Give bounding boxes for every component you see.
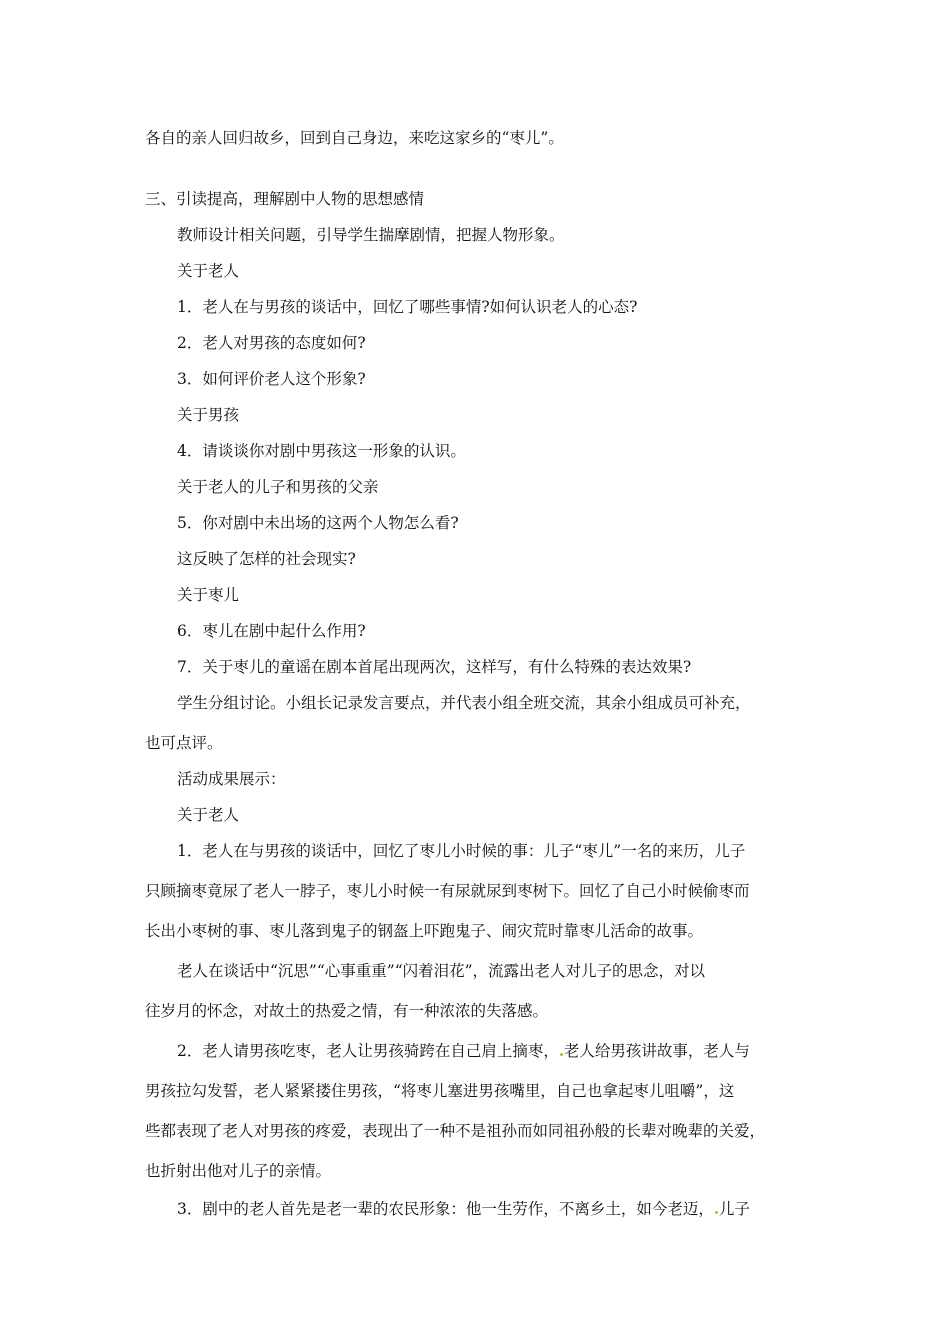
question-item: 3．如何评价老人这个形象? xyxy=(177,370,366,388)
subheading: 关于男孩 xyxy=(177,406,240,424)
text-line: 教师设计相关问题，引导学生揣摩剧情，把握人物形象。 xyxy=(177,226,565,244)
text-line: 1．老人在与男孩的谈话中，回忆了枣儿小时候的事：儿子“枣儿”一名的来历，儿子 xyxy=(177,842,746,860)
question-item: 6．枣儿在剧中起什么作用? xyxy=(177,622,366,640)
text-segment: 2．老人请男孩吃枣，老人让男孩骑跨在自己肩上摘枣， xyxy=(177,1042,559,1060)
subheading: 关于老人的儿子和男孩的父亲 xyxy=(177,478,379,496)
text-line: 这反映了怎样的社会现实? xyxy=(177,550,356,568)
question-item: 2．老人对男孩的态度如何? xyxy=(177,334,366,352)
section-heading: 三、引读提高，理解剧中人物的思想感情 xyxy=(145,190,425,208)
text-segment: 儿子 xyxy=(718,1200,750,1218)
text-line: 只顾摘枣竟尿了老人一脖子，枣儿小时候一有尿就尿到枣树下。回忆了自己小时候偷枣而 xyxy=(145,882,750,900)
mark-dot xyxy=(715,1211,718,1214)
text-line: 往岁月的怀念，对故土的热爱之情，有一种浓浓的失落感。 xyxy=(145,1002,549,1020)
text-line xyxy=(177,1198,750,1220)
question-item: 4．请谈谈你对剧中男孩这一形象的认识。 xyxy=(177,442,466,460)
subheading: 关于老人 xyxy=(177,262,240,280)
text-line: 各自的亲人回归故乡，回到自己身边，来吃这家乡的“枣儿”。 xyxy=(145,129,564,147)
text-line: 也折射出他对儿子的亲情。 xyxy=(145,1162,332,1180)
text-line: 长出小枣树的事、枣儿落到鬼子的钢盔上吓跑鬼子、闹灾荒时靠枣儿活命的故事。 xyxy=(145,922,704,940)
question-item: 7．关于枣儿的童谣在剧本首尾出现两次，这样写，有什么特殊的表达效果? xyxy=(177,658,692,676)
text-segment: 3．剧中的老人首先是老一辈的农民形象：他一生劳作，不离乡土，如今老迈， xyxy=(177,1200,714,1218)
text-line: 也可点评。 xyxy=(145,734,223,752)
text-line: 些都表现了老人对男孩的疼爱，表现出了一种不是祖孙而如同祖孙般的长辈对晚辈的关爱， xyxy=(145,1122,766,1140)
subheading: 关于枣儿 xyxy=(177,586,240,604)
text-line: 男孩拉勾发誓，老人紧紧搂住男孩，“将枣儿塞进男孩嘴里，自己也拿起枣儿咀嚼”，这 xyxy=(145,1082,735,1100)
subheading: 活动成果展示： xyxy=(177,770,286,788)
text-segment: 老人给男孩讲故事，老人与 xyxy=(563,1042,750,1060)
question-item: 1．老人在与男孩的谈话中，回忆了哪些事情?如何认识老人的心态? xyxy=(177,298,638,316)
subheading: 关于老人 xyxy=(177,806,240,824)
text-line: 学生分组讨论。小组长记录发言要点，并代表小组全班交流，其余小组成员可补充， xyxy=(177,694,751,712)
mark-dot xyxy=(560,1053,563,1056)
text-line xyxy=(177,1040,750,1062)
question-item: 5．你对剧中未出场的这两个人物怎么看? xyxy=(177,514,459,532)
text-line: 老人在谈话中“沉思”“心事重重”“闪着泪花”，流露出老人对儿子的思念，对以 xyxy=(177,962,706,980)
